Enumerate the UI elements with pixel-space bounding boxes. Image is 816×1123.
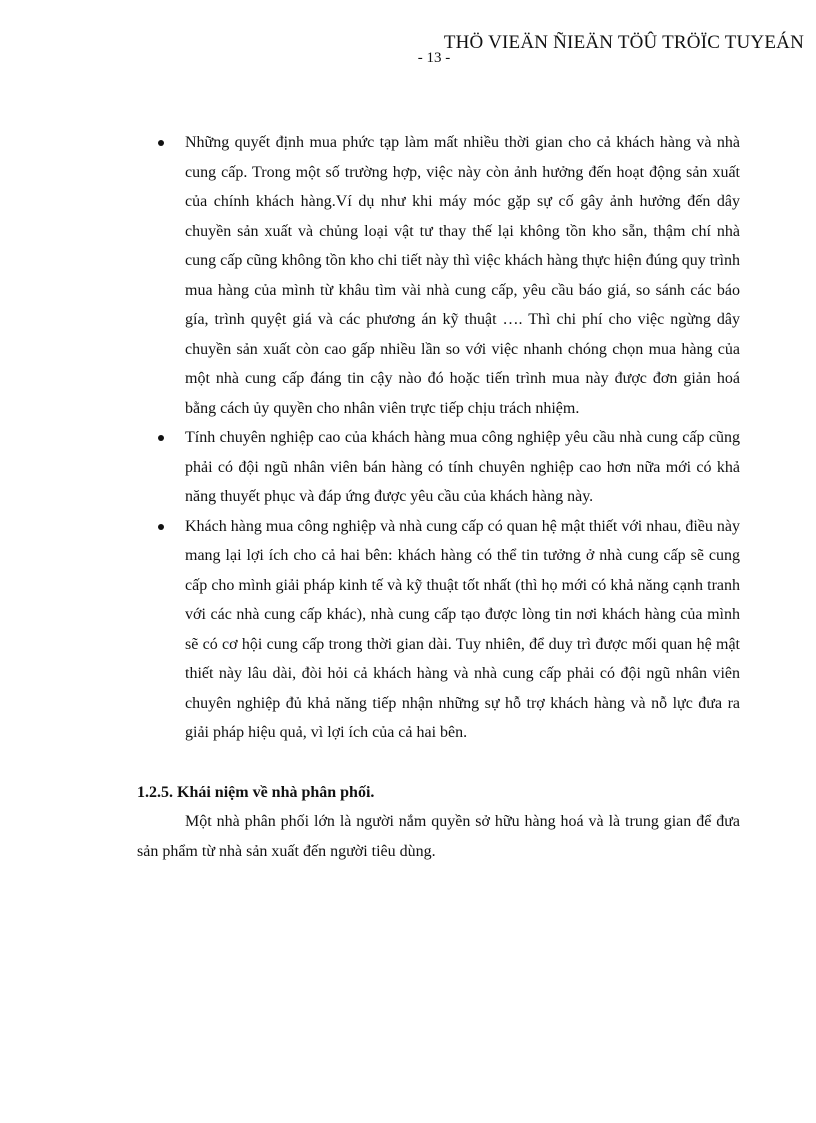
page-content bbox=[137, 128, 740, 866]
page-number: - 13 - bbox=[417, 50, 451, 66]
bullet-text: Những quyết định mua phức tạp làm mất nhiều thời gian cho cả khách hàng và nhà cung cấp. Trong một số trường hợp, việc này còn ảnh hưởng đến hoạt động sản xuất của chính khách hàng.Ví dụ như khi máy móc gặp sự cố gây ảnh hưởng đến dây chuyền sản xuất và chủng loại vật tư thay thế lại không tồn kho sẵn, thậm chí nhà cung cấp cũng không tồn kho chi tiết này thì việc khách hàng thực hiện đúng quy trình mua hàng của mình từ khâu tìm vài nhà cung cấp, yêu cầu báo giá, so sánh các báo gía, trình quyệt giá và các phương án kỹ thuật …. Thì chi phí cho việc ngừng dây chuyền sản xuất còn cao gấp nhiều lần so với việc nhanh chóng chọn mua hàng của một nhà cung cấp đáng tin cậy nào đó hoặc tiến trình mua này được đơn giản hoá bằng cách ủy quyền cho nhân viên trực tiếp chịu trách nhiệm. bbox=[185, 134, 740, 417]
bullet-list bbox=[137, 128, 740, 748]
list-item bbox=[137, 128, 740, 423]
list-item bbox=[137, 512, 740, 748]
bullet-icon bbox=[158, 140, 164, 146]
list-item bbox=[137, 423, 740, 512]
bullet-icon bbox=[158, 435, 164, 441]
section-heading: 1.2.5. Khái niệm về nhà phân phối. bbox=[137, 783, 375, 801]
section-paragraph: Một nhà phân phối lớn là người nắm quyền sở hữu hàng hoá và là trung gian để đưa sản phẩm từ nhà sản xuất đến người tiêu dùng. bbox=[137, 813, 740, 860]
bullet-text: Khách hàng mua công nghiệp và nhà cung cấp có quan hệ mật thiết với nhau, điều này mang lại lợi ích cho cả hai bên: khách hàng có thể tin tưởng ở nhà cung cấp sẽ cung cấp cho mình giải pháp kinh tế và kỹ thuật tốt nhất (thì họ mới có khả năng cạnh tranh với các nhà cung cấp khác), nhà cung cấp tạo được lòng tin nơi khách hàng của mình sẽ có cơ hội cung cấp trong thời gian dài. Tuy nhiên, để duy trì được mối quan hệ mật thiết này lâu dài, đòi hỏi cả khách hàng và nhà cung cấp phải có đội ngũ nhân viên chuyên nghiệp đủ khả năng tiếp nhận những sự hỗ trợ khách hàng và nỗ lực đưa ra giải pháp hiệu quả, vì lợi ích của cả hai bên. bbox=[185, 517, 740, 741]
header-title: THÖ VIEÄN ÑIEÄN TÖÛ TRÖÏC TUYEÁN bbox=[443, 32, 804, 53]
bullet-icon bbox=[158, 524, 164, 530]
bullet-text: Tính chuyên nghiệp cao của khách hàng mua công nghiệp yêu cầu nhà cung cấp cũng phải có đội ngũ nhân viên bán hàng có tính chuyên nghiệp cao hơn nữa mới có khả năng thuyết phục và đáp ứng được yêu cầu của khách hàng này. bbox=[185, 429, 740, 505]
